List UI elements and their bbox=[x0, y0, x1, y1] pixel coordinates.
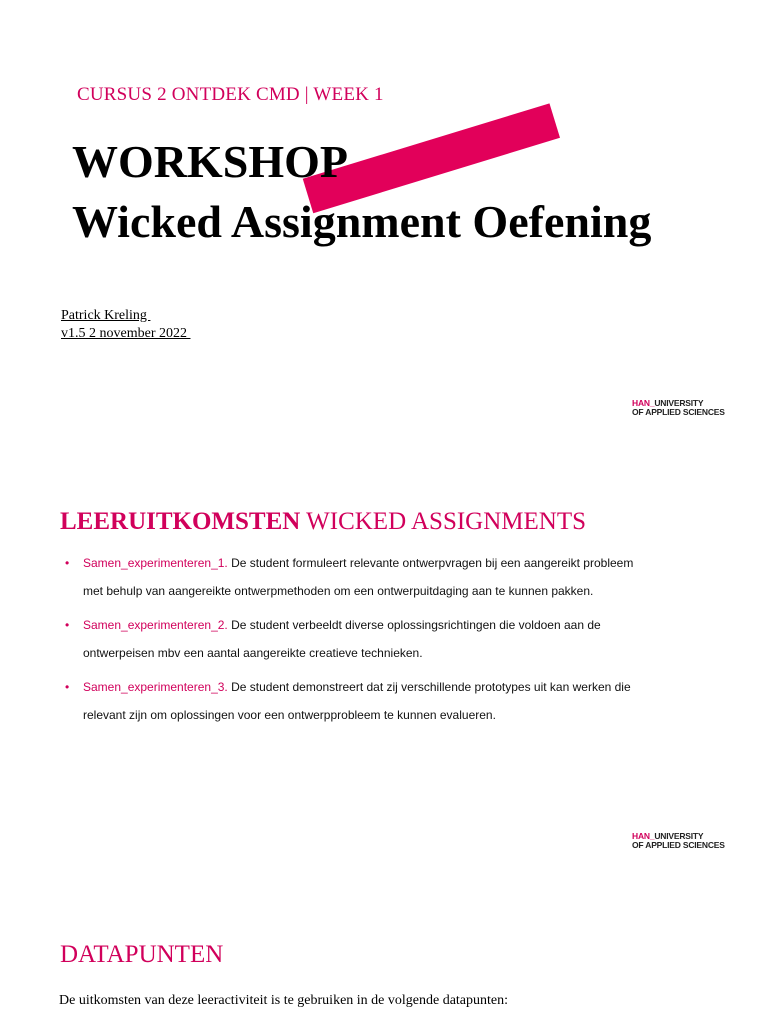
slide-title-line-1: WORKSHOP bbox=[72, 136, 349, 187]
han-logo-university: UNIVERSITY bbox=[654, 831, 704, 841]
han-logo-mark: HAN_ bbox=[632, 398, 655, 408]
heading-rest: WICKED ASSIGNMENTS bbox=[300, 508, 587, 535]
han-logo bbox=[632, 399, 725, 417]
outcome-text: De student formuleert relevante ontwerpvragen bij een aangereikt probleem met behulp van aangereikte ontwerpmethoden om een ontwerpuitdaging aan te kunnen pakken. bbox=[83, 556, 634, 598]
han-logo bbox=[632, 832, 725, 850]
list-item bbox=[64, 673, 644, 729]
han-logo-applied: OF APPLIED SCIENCES bbox=[632, 407, 725, 417]
list-item bbox=[64, 549, 644, 605]
author-block bbox=[61, 307, 190, 343]
list-item bbox=[64, 611, 644, 667]
datapunten-intro: De uitkomsten van deze leeractiviteit is te gebruiken in de volgende datapunten: bbox=[59, 993, 509, 1008]
bullet-icon: • bbox=[65, 618, 70, 632]
slide-title-line-2: Wicked Assignment Oefening bbox=[72, 196, 652, 247]
learning-outcomes-list bbox=[64, 549, 644, 735]
version-date: v1.5 2 november 2022 bbox=[61, 326, 191, 341]
outcome-text: De student verbeeldt diverse oplossingsrichtingen die voldoen aan de ontwerpeisen mbv een aantal aangereikte creatieve technieken. bbox=[83, 618, 601, 660]
author-name: Patrick Kreling bbox=[61, 308, 151, 323]
datapunten-heading: DATAPUNTEN bbox=[60, 941, 224, 968]
bullet-icon: • bbox=[65, 556, 70, 570]
han-logo-mark: HAN_ bbox=[632, 831, 655, 841]
outcome-text: De student demonstreert dat zij verschillende prototypes uit kan werken die relevant zijn om oplossingen voor een ontwerpprobleem te kunnen evalueren. bbox=[83, 680, 631, 722]
bullet-icon: • bbox=[65, 680, 70, 694]
outcome-code: Samen_experimenteren_2. bbox=[83, 618, 228, 632]
outcome-code: Samen_experimenteren_1. bbox=[83, 556, 228, 570]
learning-outcomes-heading bbox=[60, 508, 586, 536]
heading-bold: LEERUITKOMSTEN bbox=[60, 508, 301, 535]
title-slide bbox=[0, 0, 768, 440]
course-kicker: CURSUS 2 ONTDEK CMD | WEEK 1 bbox=[77, 84, 384, 105]
outcome-code: Samen_experimenteren_3. bbox=[83, 680, 228, 694]
han-logo-university: UNIVERSITY bbox=[654, 398, 704, 408]
han-logo-applied: OF APPLIED SCIENCES bbox=[632, 840, 725, 850]
